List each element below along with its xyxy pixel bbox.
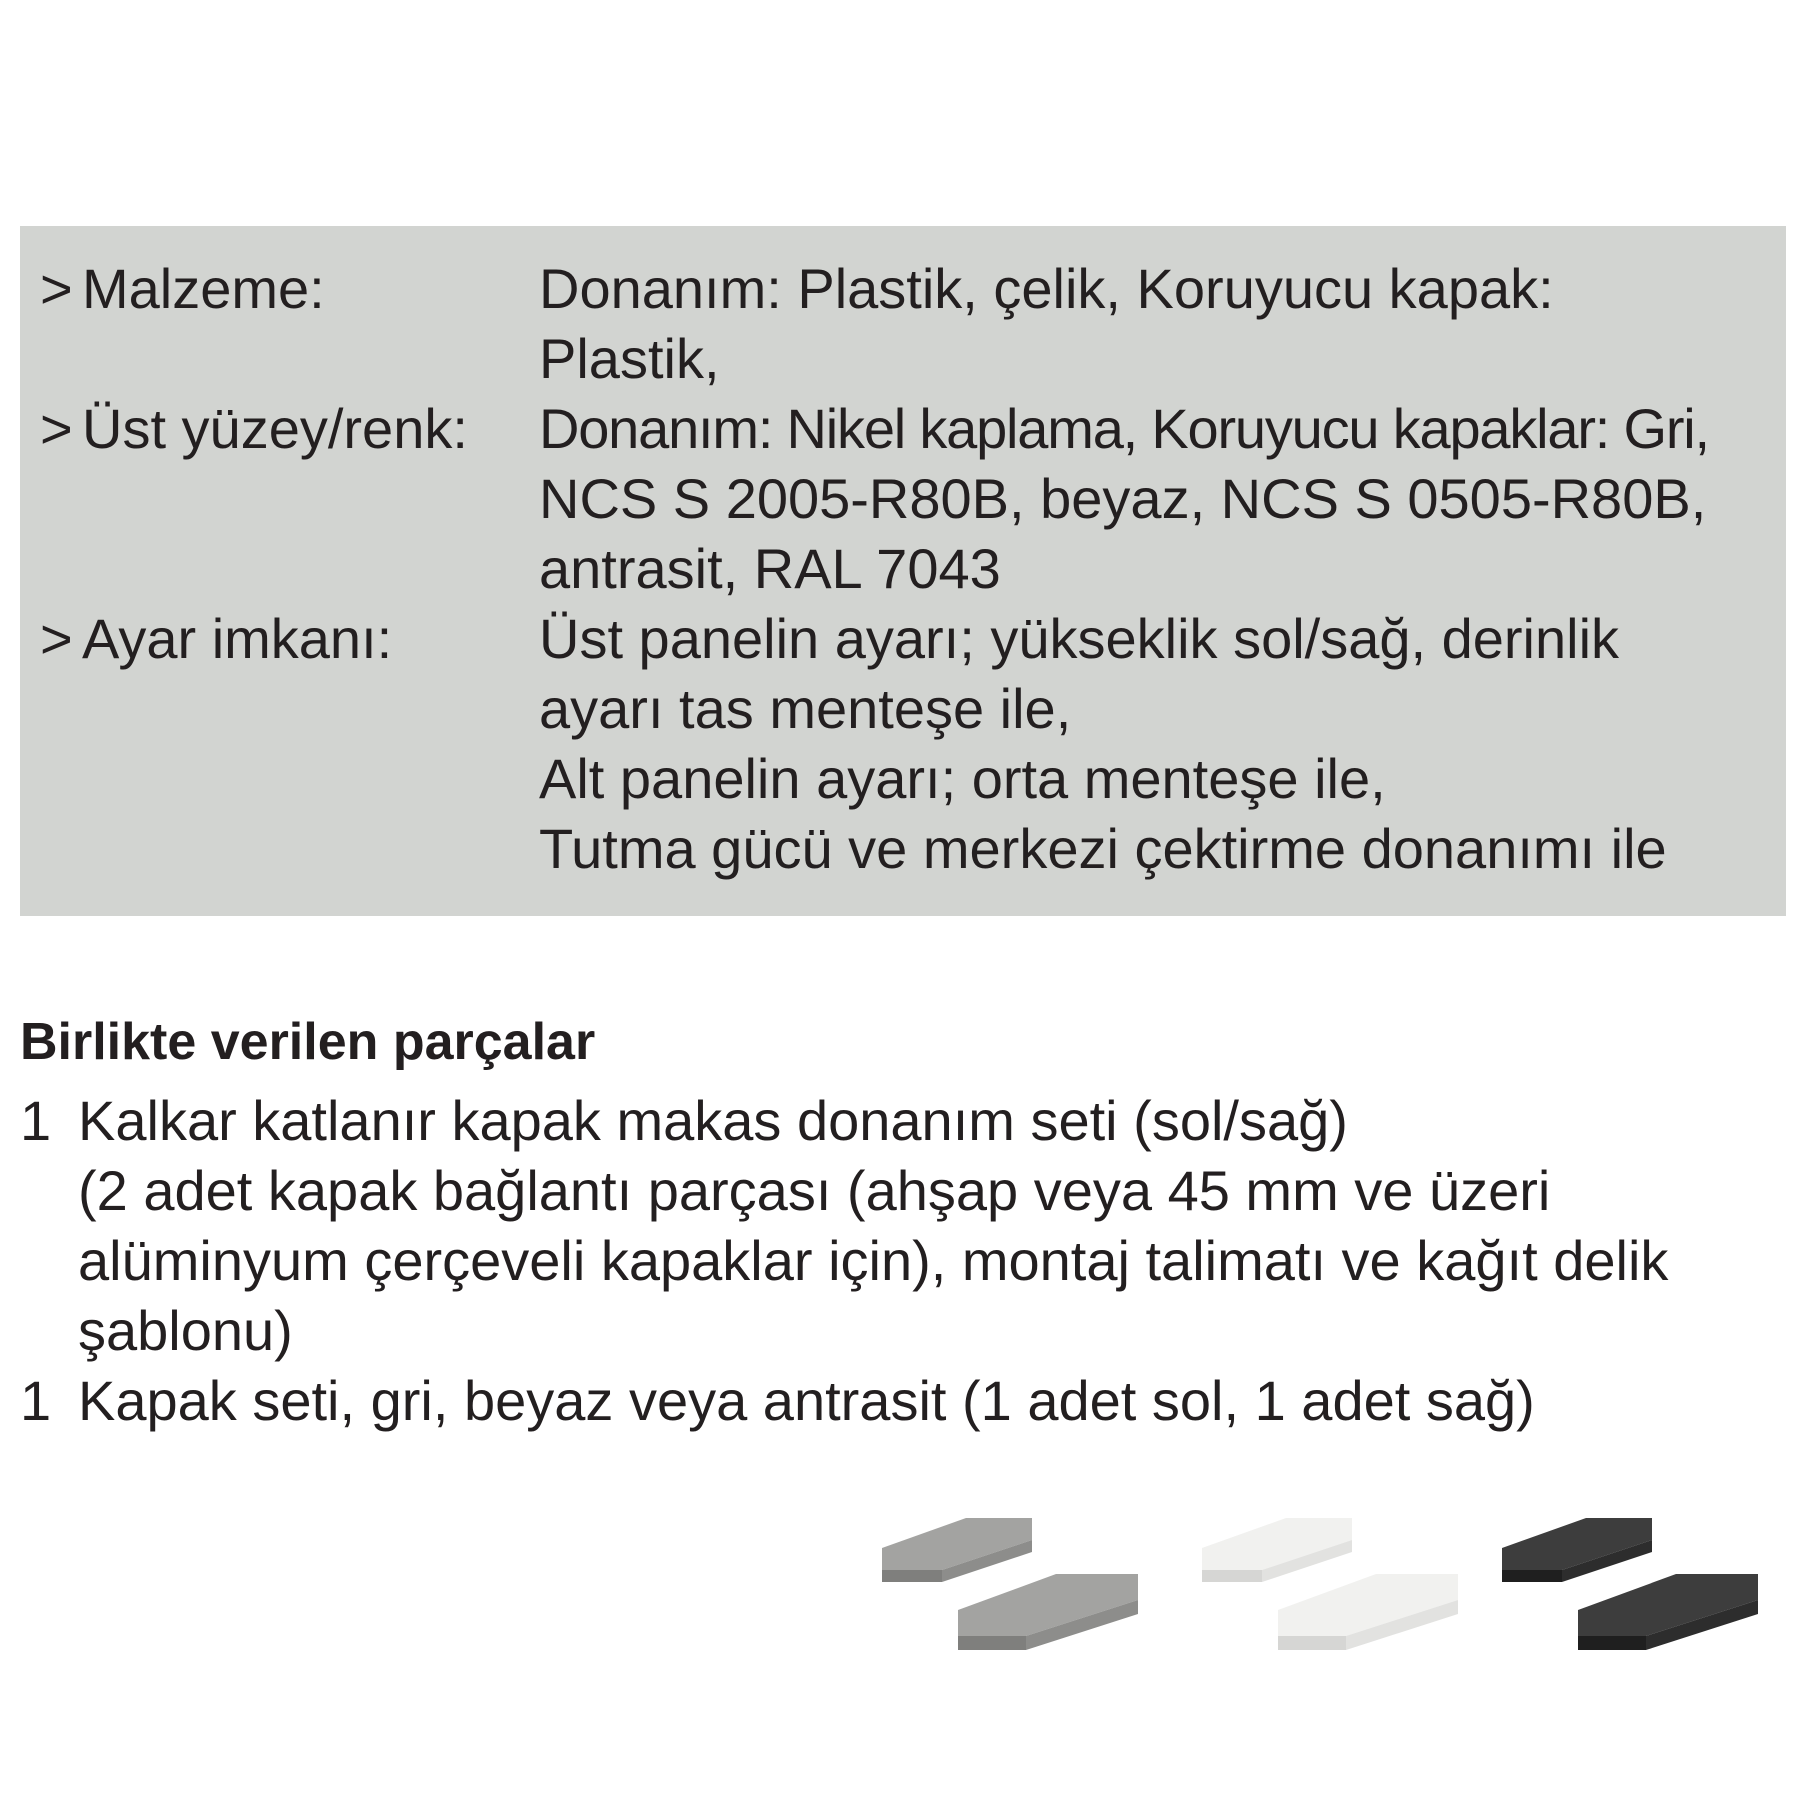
cover-cap-right [958, 1574, 1138, 1650]
cover-cap-right [1578, 1574, 1758, 1650]
spec-label-adjustment: > Ayar imkanı: [40, 604, 392, 674]
chevron-right-icon: > [40, 607, 73, 670]
spec-label-material: > Malzeme: [40, 254, 325, 324]
spec-label-finish: > Üst yüzey/renk: [40, 394, 468, 464]
section-title: Birlikte verilen parçalar [20, 1013, 596, 1071]
cover-cap-right [1278, 1574, 1458, 1650]
spec-value-finish: Donanım: Nikel kaplama, Koruyucu kapaklar: Gri, NCS S 2005-R80B, beyaz, NCS S 0505-R80B, antrasit, RAL 7043 [539, 397, 1709, 600]
item-quantity: 1 [20, 1089, 52, 1152]
cover-cap-left [1202, 1518, 1352, 1582]
spec-value-adjustment: Üst panelin ayarı; yükseklik sol/sağ, derinlik ayarı tas menteşe ile, Alt panelin ayarı; orta menteşe ile, Tutma gücü ve merkezi çektirme donanımı ile [539, 607, 1667, 880]
specifications-panel [20, 226, 1786, 916]
anthracite-cover-caps-image [1496, 1500, 1786, 1670]
item-description: Kapak seti, gri, beyaz veya antrasit (1 adet sol, 1 adet sağ) [78, 1369, 1535, 1432]
white-cover-caps-image [1196, 1500, 1486, 1670]
item-quantity: 1 [20, 1369, 52, 1432]
cover-cap-left [882, 1518, 1032, 1582]
grey-cover-caps-image [876, 1500, 1166, 1670]
spec-value-material: Donanım: Plastik, çelik, Koruyucu kapak: Plastik, [539, 257, 1554, 390]
chevron-right-icon: > [40, 397, 73, 460]
cover-cap-left [1502, 1518, 1652, 1582]
item-description: Kalkar katlanır kapak makas donanım seti (sol/sağ) (2 adet kapak bağlantı parçası (ahşap veya 45 mm ve üzeri alüminyum çerçeveli kapaklar için), montaj talimatı ve kağıt delik şablonu) [78, 1089, 1669, 1362]
chevron-right-icon: > [40, 257, 73, 320]
